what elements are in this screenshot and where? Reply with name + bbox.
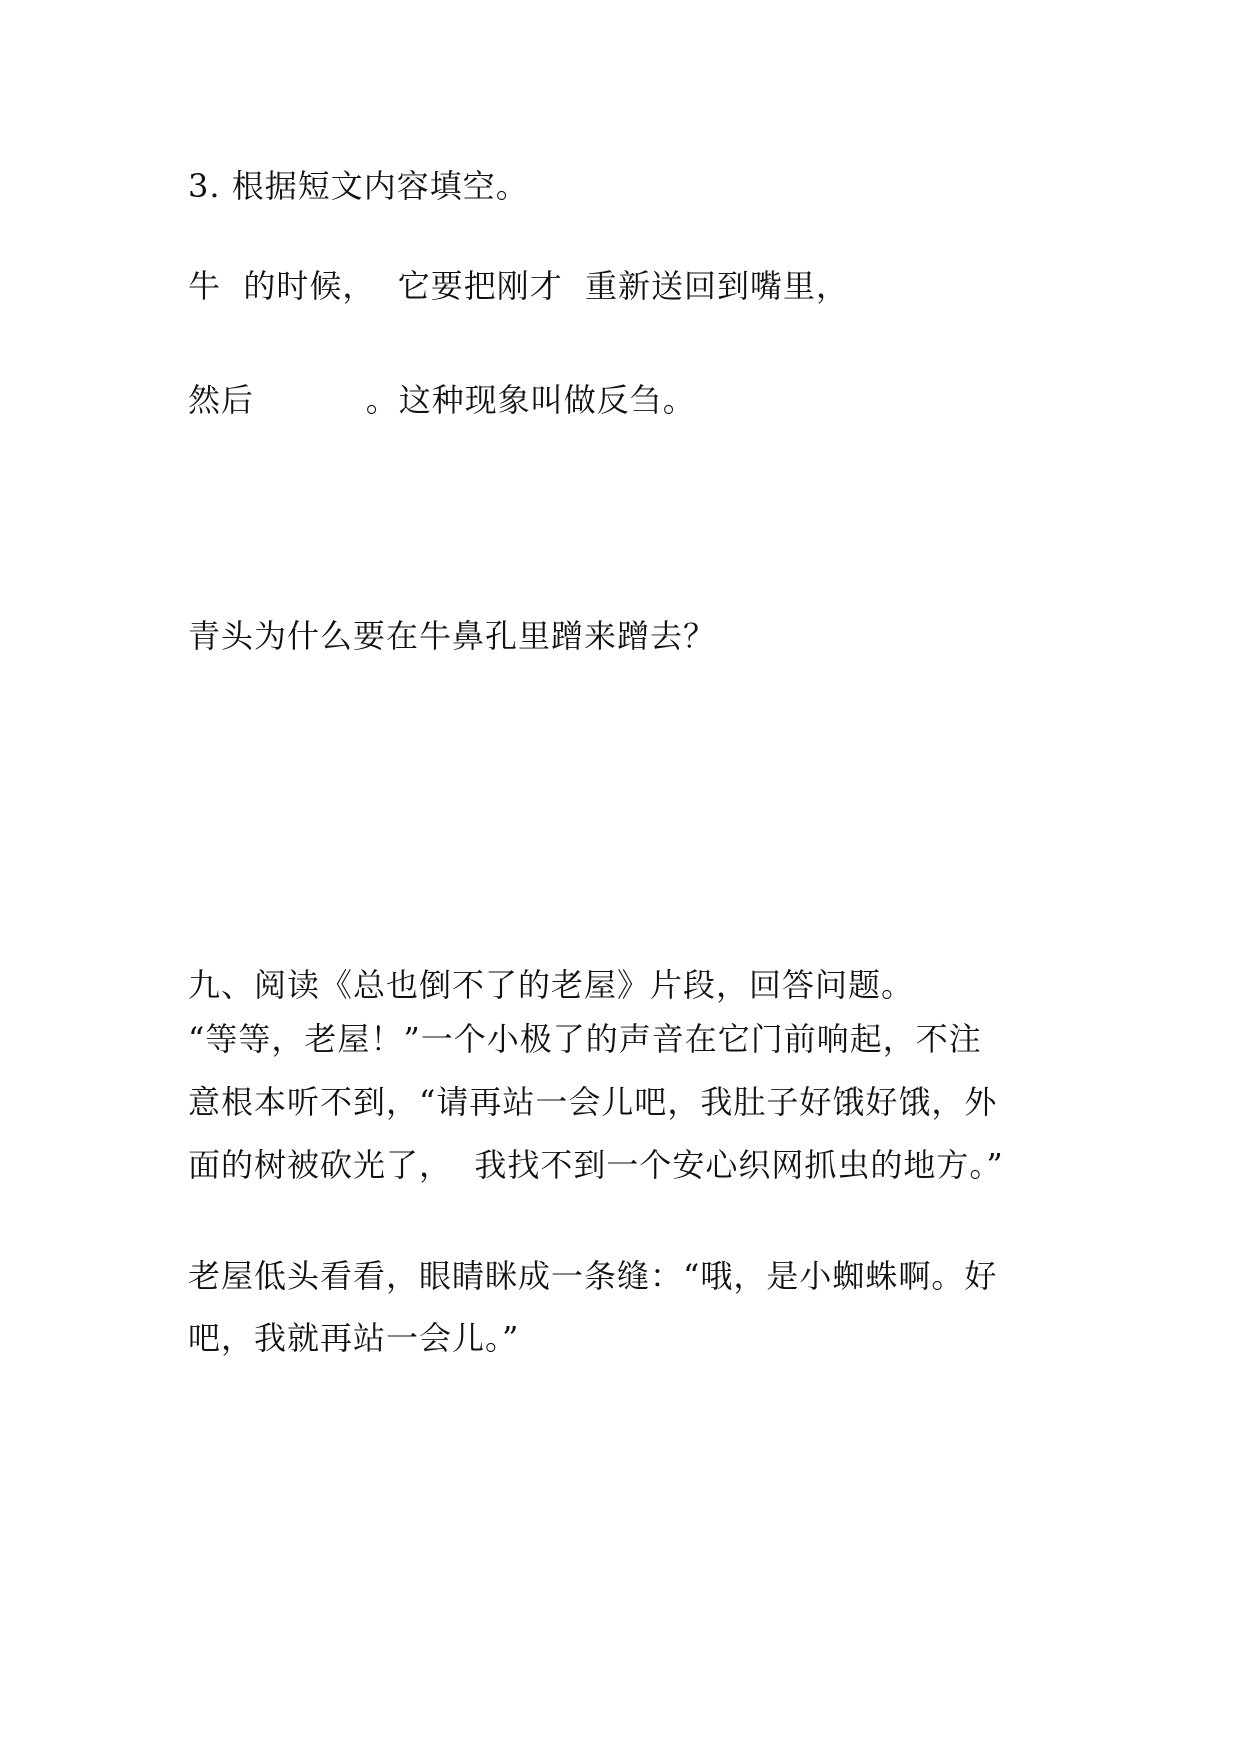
passage-line: 吧，我就再站一会儿。” [188, 1319, 520, 1357]
fill-blank-line-2: 然后 。这种现象叫做反刍。 [188, 381, 696, 419]
passage-line: 老屋低头看看，眼睛眯成一条缝：“哦，是小蜘蛛啊。好 [188, 1257, 998, 1295]
section-9-heading: 九、阅读《总也倒不了的老屋》片段，回答问题。 [188, 966, 915, 1004]
fill-blank-line-1: 牛 的时候， 它要把刚才 重新送回到嘴里， [188, 267, 850, 305]
passage-line: 面的树被砍光了， 我找不到一个安心织网抓虫的地方。” [188, 1146, 1004, 1184]
question-3-heading: 3. 根据短文内容填空。 [188, 167, 529, 205]
question-qingtou: 青头为什么要在牛鼻孔里蹭来蹭去？ [188, 617, 717, 655]
passage-line: “等等，老屋！”一个小极了的声音在它门前响起，不注 [188, 1020, 982, 1058]
passage-line: 意根本听不到，“请再站一会儿吧，我肚子好饿好饿，外 [188, 1083, 998, 1121]
